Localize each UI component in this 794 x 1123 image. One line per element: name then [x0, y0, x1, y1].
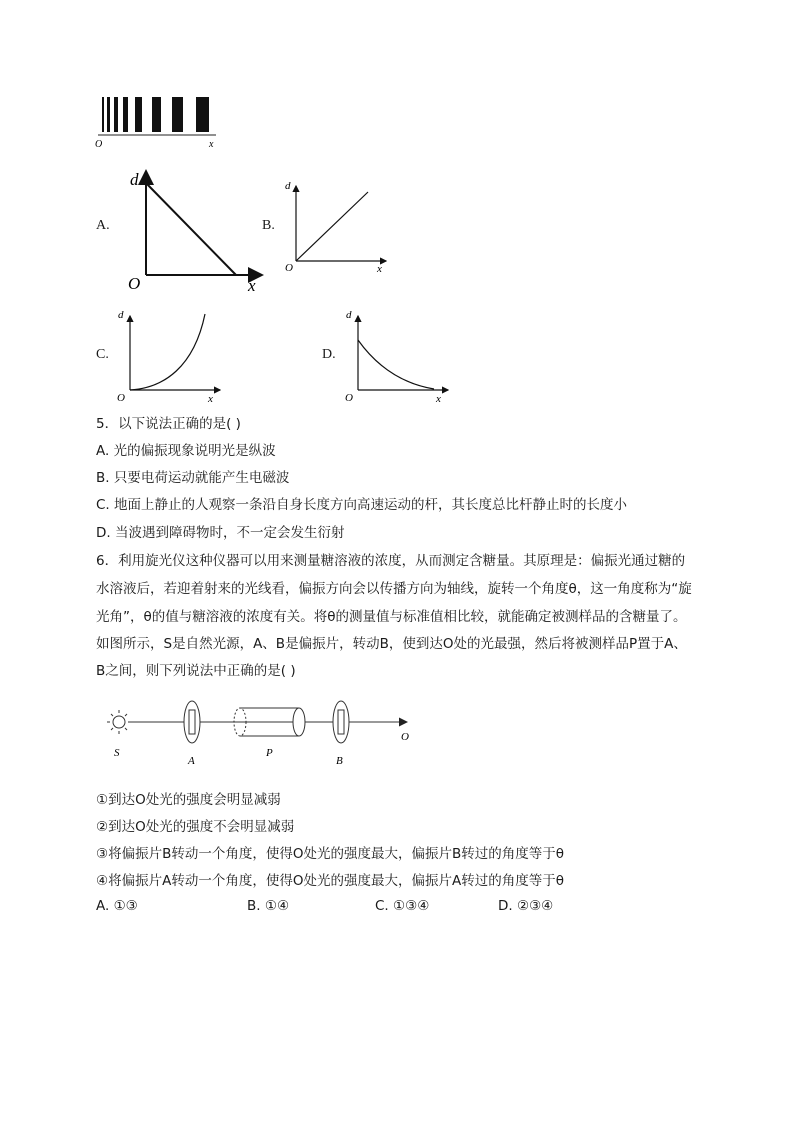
q6-statement-4: ④将偏振片A转动一个角度，使得O处光的强度最大，偏振片A转过的角度等于θ: [96, 873, 564, 889]
q6-statement-2: ②到达O处光的强度不会明显减弱: [96, 819, 295, 835]
diagram-label-b: B: [336, 755, 343, 767]
light-source-icon: [107, 710, 131, 734]
graph-d-y-label: d: [346, 309, 352, 321]
q6-stem-line-3: 光角”，θ的值与糖溶液的浓度有关。将θ的测量值与标准值相比较，就能确定被测样品的含糖量了。: [96, 609, 687, 625]
q6-choice-b: B. ①④: [247, 898, 290, 914]
diagram-label-o: O: [401, 731, 409, 743]
graph-c: [114, 302, 226, 407]
graph-b-y-label: d: [285, 180, 291, 192]
graph-c-y-label: d: [118, 309, 124, 321]
graph-d-origin: O: [345, 392, 353, 404]
q6-stem-line-2: 水溶液后，若迎着射来的光线看，偏振方向会以传播方向为轴线，旋转一个角度θ，这一角度称为“旋: [96, 581, 692, 597]
q5-stem: 5．以下说法正确的是( ): [96, 416, 241, 432]
q5-option-d: D. 当波遇到障碍物时，不一定会发生衍射: [96, 525, 345, 541]
graph-a: [122, 165, 272, 295]
stripe-figure: [92, 92, 224, 152]
graph-c-option-label: C.: [96, 347, 109, 362]
graph-b-option-label: B.: [262, 218, 275, 233]
polarimeter-diagram: [98, 694, 418, 770]
graph-a-y-label: d: [130, 170, 139, 189]
q6-stem-line-5: B之间，则下列说法中正确的是( ): [96, 663, 296, 679]
diagram-label-a: A: [188, 755, 195, 767]
graph-d-x-label: x: [436, 393, 441, 405]
graph-a-option-label: A.: [96, 218, 110, 233]
graph-b: [282, 172, 392, 277]
q6-choice-a: A. ①③: [96, 898, 138, 914]
q6-stem-line-4: 如图所示，S是自然光源，A、B是偏振片，转动B，使到达O处的光最强，然后将被测样品P置于A、: [96, 636, 687, 652]
graph-c-x-label: x: [208, 393, 213, 405]
q6-statement-1: ①到达O处光的强度会明显减弱: [96, 792, 281, 808]
diagram-label-p: P: [266, 747, 273, 759]
stripe-origin-label: O: [95, 139, 103, 150]
graph-d-option-label: D.: [322, 347, 336, 362]
graph-d: [342, 302, 454, 407]
diagram-label-s: S: [114, 747, 120, 759]
q5-option-b: B. 只要电荷运动就能产生电磁波: [96, 470, 290, 486]
q5-option-a: A. 光的偏振现象说明光是纵波: [96, 443, 276, 459]
graph-b-origin: O: [285, 262, 293, 274]
q6-statement-3: ③将偏振片B转动一个角度，使得O处光的强度最大，偏振片B转过的角度等于θ: [96, 846, 565, 862]
q6-choice-d: D. ②③④: [498, 898, 554, 914]
q6-choice-c: C. ①③④: [375, 898, 430, 914]
graph-a-origin: O: [128, 274, 141, 293]
stripe-axis-label: x: [209, 139, 214, 150]
q6-stem-line-1: 6．利用旋光仪这种仪器可以用来测量糖溶液的浓度，从而测定含糖量。其原理是：偏振光通过糖的: [96, 553, 686, 569]
q5-option-c: C. 地面上静止的人观察一条沿自身长度方向高速运动的杆，其长度总比杆静止时的长度小: [96, 497, 628, 513]
graph-b-x-label: x: [377, 263, 382, 275]
graph-a-x-label: x: [248, 276, 256, 295]
graph-c-origin: O: [117, 392, 125, 404]
